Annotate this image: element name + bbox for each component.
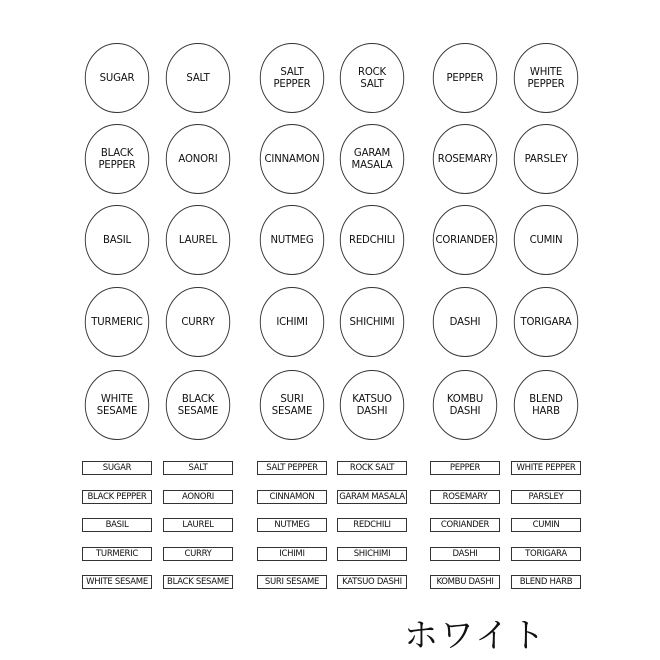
circle-label-turmeric: [85, 287, 149, 357]
rect-label-basil: BASIL: [82, 518, 152, 532]
circle-label-text: KATSUO DASHI: [352, 392, 392, 417]
circle-label-text: AONORI: [178, 152, 218, 165]
circle-label-text: TORIGARA: [520, 315, 572, 328]
circle-label-text: CINNAMON: [264, 152, 320, 165]
rect-label-black-pepper: BLACK PEPPER: [82, 490, 152, 504]
rect-label-pepper: PEPPER: [430, 461, 500, 475]
rect-label-cumin: CUMIN: [511, 518, 581, 532]
circle-label-rock-salt: [340, 43, 404, 113]
circle-label-coriander: [433, 205, 497, 275]
rect-label-parsley: PARSLEY: [511, 490, 581, 504]
rect-label-kombu-dashi: KOMBU DASHI: [430, 575, 500, 589]
circle-label-white-sesame: [85, 370, 149, 440]
circle-label-nutmeg: [260, 205, 324, 275]
circle-label-text: REDCHILI: [348, 233, 396, 246]
circle-label-text: SALT PEPPER: [273, 65, 311, 90]
rect-label-sugar: SUGAR: [82, 461, 152, 475]
circle-label-salt-pepper: [260, 43, 324, 113]
rect-label-aonori: AONORI: [163, 490, 233, 504]
circle-label-text: ICHIMI: [276, 315, 308, 328]
rect-label-black-sesame: BLACK SESAME: [163, 575, 233, 589]
circle-label-text: SUGAR: [99, 71, 135, 84]
circle-label-sugar: [85, 43, 149, 113]
rect-label-blend-harb: BLEND HARB: [511, 575, 581, 589]
circle-label-text: CUMIN: [529, 233, 563, 246]
circle-label-text: CURRY: [181, 315, 215, 328]
rect-label-laurel: LAUREL: [163, 518, 233, 532]
circle-label-text: SALT: [186, 71, 210, 84]
circle-label-text: BLACK SESAME: [177, 392, 219, 417]
circle-label-aonori: [166, 124, 230, 194]
circle-label-text: KOMBU DASHI: [446, 392, 484, 417]
circle-label-text: TURMERIC: [91, 315, 143, 328]
circle-label-text: LAUREL: [178, 233, 218, 246]
circle-label-redchili: [340, 205, 404, 275]
circle-label-text: BLEND HARB: [529, 392, 563, 417]
rect-label-nutmeg: NUTMEG: [257, 518, 327, 532]
rect-label-dashi: DASHI: [430, 547, 500, 561]
circle-label-basil: [85, 205, 149, 275]
circle-label-black-sesame: [166, 370, 230, 440]
rect-label-salt-pepper: SALT PEPPER: [257, 461, 327, 475]
circle-label-curry: [166, 287, 230, 357]
rect-label-suri-sesame: SURI SESAME: [257, 575, 327, 589]
circle-label-text: CORIANDER: [435, 233, 495, 246]
rect-label-garam-masala: GARAM MASALA: [337, 490, 407, 504]
circle-label-text: BASIL: [102, 233, 132, 246]
circle-label-text: SHICHIMI: [349, 315, 395, 328]
rect-label-salt: SALT: [163, 461, 233, 475]
circle-label-kombu-dashi: [433, 370, 497, 440]
circle-label-rosemary: [433, 124, 497, 194]
circle-label-black-pepper: [85, 124, 149, 194]
circle-label-text: GARAM MASALA: [351, 146, 393, 171]
circle-label-text: PARSLEY: [524, 152, 568, 165]
circle-label-torigara: [514, 287, 578, 357]
rect-label-turmeric: TURMERIC: [82, 547, 152, 561]
circle-label-cumin: [514, 205, 578, 275]
circle-label-laurel: [166, 205, 230, 275]
circle-label-ichimi: [260, 287, 324, 357]
rect-label-ichimi: ICHIMI: [257, 547, 327, 561]
circle-label-white-pepper: [514, 43, 578, 113]
rect-label-white-sesame: WHITE SESAME: [82, 575, 152, 589]
circle-label-text: PEPPER: [446, 71, 484, 84]
circle-label-pepper: [433, 43, 497, 113]
circle-label-text: WHITE PEPPER: [527, 65, 565, 90]
rect-label-redchili: REDCHILI: [337, 518, 407, 532]
circle-label-dashi: [433, 287, 497, 357]
rect-label-rosemary: ROSEMARY: [430, 490, 500, 504]
circle-label-text: BLACK PEPPER: [98, 146, 136, 171]
circle-label-text: ROCK SALT: [358, 65, 386, 90]
circle-label-text: DASHI: [449, 315, 481, 328]
rect-label-katsuo-dashi: KATSUO DASHI: [337, 575, 407, 589]
circle-label-katsuo-dashi: [340, 370, 404, 440]
rect-label-curry: CURRY: [163, 547, 233, 561]
rect-label-coriander: CORIANDER: [430, 518, 500, 532]
circle-label-shichimi: [340, 287, 404, 357]
circle-label-parsley: [514, 124, 578, 194]
circle-label-text: WHITE SESAME: [96, 392, 138, 417]
circle-label-text: ROSEMARY: [437, 152, 493, 165]
circle-label-cinnamon: [260, 124, 324, 194]
circle-label-suri-sesame: [260, 370, 324, 440]
rect-label-cinnamon: CINNAMON: [257, 490, 327, 504]
color-caption: ホワイト: [404, 616, 547, 656]
rect-label-torigara: TORIGARA: [511, 547, 581, 561]
circle-label-text: NUTMEG: [270, 233, 314, 246]
circle-label-blend-harb: [514, 370, 578, 440]
circle-label-salt: [166, 43, 230, 113]
circle-label-garam-masala: [340, 124, 404, 194]
rect-label-white-pepper: WHITE PEPPER: [511, 461, 581, 475]
rect-label-rock-salt: ROCK SALT: [337, 461, 407, 475]
rect-label-shichimi: SHICHIMI: [337, 547, 407, 561]
circle-label-text: SURI SESAME: [271, 392, 313, 417]
